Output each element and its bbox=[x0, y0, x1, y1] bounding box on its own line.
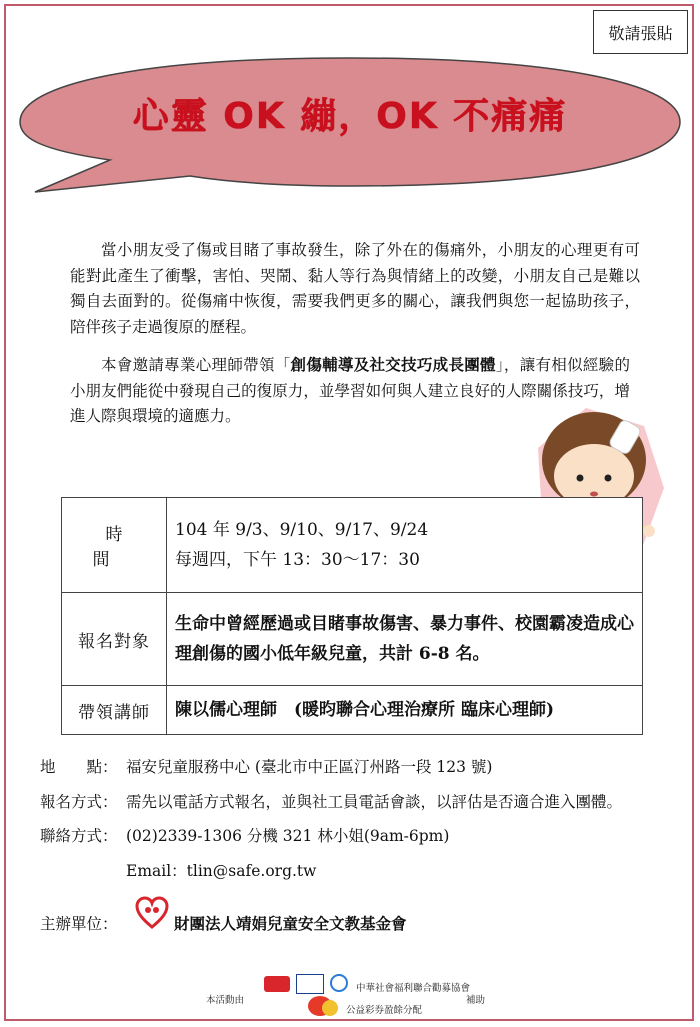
contact-line bbox=[40, 825, 449, 847]
leader-label: 帶領講師 bbox=[62, 686, 167, 735]
table-row-time bbox=[62, 498, 643, 593]
table-row-leader bbox=[62, 686, 643, 735]
organizer-section bbox=[40, 896, 660, 942]
sponsor-section bbox=[200, 970, 520, 1020]
table-row-target bbox=[62, 593, 643, 686]
place-value: 福安兒童服務中心 (臺北市中正區汀州路一段 123 號) bbox=[126, 758, 493, 776]
organizer-label: 主辦單位： bbox=[40, 915, 118, 933]
target-value: 生命中曾經歷過或目睹事故傷害、暴力事件、校園霸凌造成心理創傷的國小低年級兒童，共計 6-8 名。 bbox=[167, 593, 643, 686]
place-line bbox=[40, 756, 492, 778]
email-line[interactable]: Email：tlin@safe.org.tw bbox=[126, 862, 317, 880]
time-value-cell bbox=[167, 498, 643, 593]
intro-paragraph: 當小朋友受了傷或目睹了事故發生，除了外在的傷痛外，小朋友的心理更有可能對此產生了衝擊，害怕、哭鬧、黏人等行為與情緒上的改變，小朋友自己是難以獨自去面對的。從傷痛中恢復，需要我們更多的關心，讓我們與您一起協助孩子，陪伴孩子走過復原的歷程。 bbox=[70, 241, 640, 336]
lottery-smile-icon bbox=[322, 1000, 338, 1016]
united-way-globe-icon bbox=[330, 974, 348, 992]
page-title: 心靈 OK 繃，OK 不痛痛 bbox=[132, 96, 568, 137]
registration-label: 報名方式： bbox=[40, 793, 118, 811]
foundation-heart-logo-icon bbox=[135, 896, 169, 930]
notice-label: 敬請張貼 bbox=[593, 10, 688, 54]
place-label: 地 點： bbox=[40, 758, 118, 776]
registration-value: 需先以電話方式報名，並與社工員電話會談，以評估是否適合進入團體。 bbox=[126, 793, 623, 811]
target-label: 報名對象 bbox=[62, 593, 167, 686]
time-hours: 每週四，下午 13：30～17：30 bbox=[175, 550, 420, 570]
contact-label: 聯絡方式： bbox=[40, 827, 118, 845]
united-fund-logo-icon bbox=[264, 976, 290, 992]
organizer-name: 財團法人靖娟兒童安全文教基金會 bbox=[174, 914, 407, 933]
time-label: 時間 bbox=[92, 525, 149, 570]
leader-value: 陳以儒心理師 (暖昀聯合心理治療所 臨床心理師) bbox=[167, 686, 643, 735]
time-label-cell bbox=[62, 498, 167, 593]
time-dates: 104 年 9/3、9/10、9/17、9/24 bbox=[175, 520, 429, 540]
sponsor-org-name: 中華社會福利聯合勸募協會 bbox=[356, 983, 471, 994]
program-text-start: 本會邀請專業心理師帶領「 bbox=[101, 356, 291, 374]
registration-line bbox=[40, 791, 622, 813]
program-text-end: 」，讓有相似經驗的小朋友們能從中發現自己的復原力，並學習如何與人建立良好的人際關係技巧，增進人際與環境的適應力。 bbox=[70, 356, 630, 425]
contact-value: (02)2339-1306 分機 321 林小姐(9am-6pm) bbox=[126, 827, 450, 845]
united-way-logo-icon bbox=[296, 974, 324, 994]
program-info-table bbox=[61, 497, 643, 735]
sponsor-text-left: 本活動由 bbox=[206, 995, 245, 1006]
sponsor-text-right: 補助 bbox=[466, 995, 486, 1006]
lottery-text: 公益彩券盈餘分配 bbox=[346, 1005, 423, 1016]
program-name: 創傷輔導及社交技巧成長團體 bbox=[290, 355, 496, 374]
